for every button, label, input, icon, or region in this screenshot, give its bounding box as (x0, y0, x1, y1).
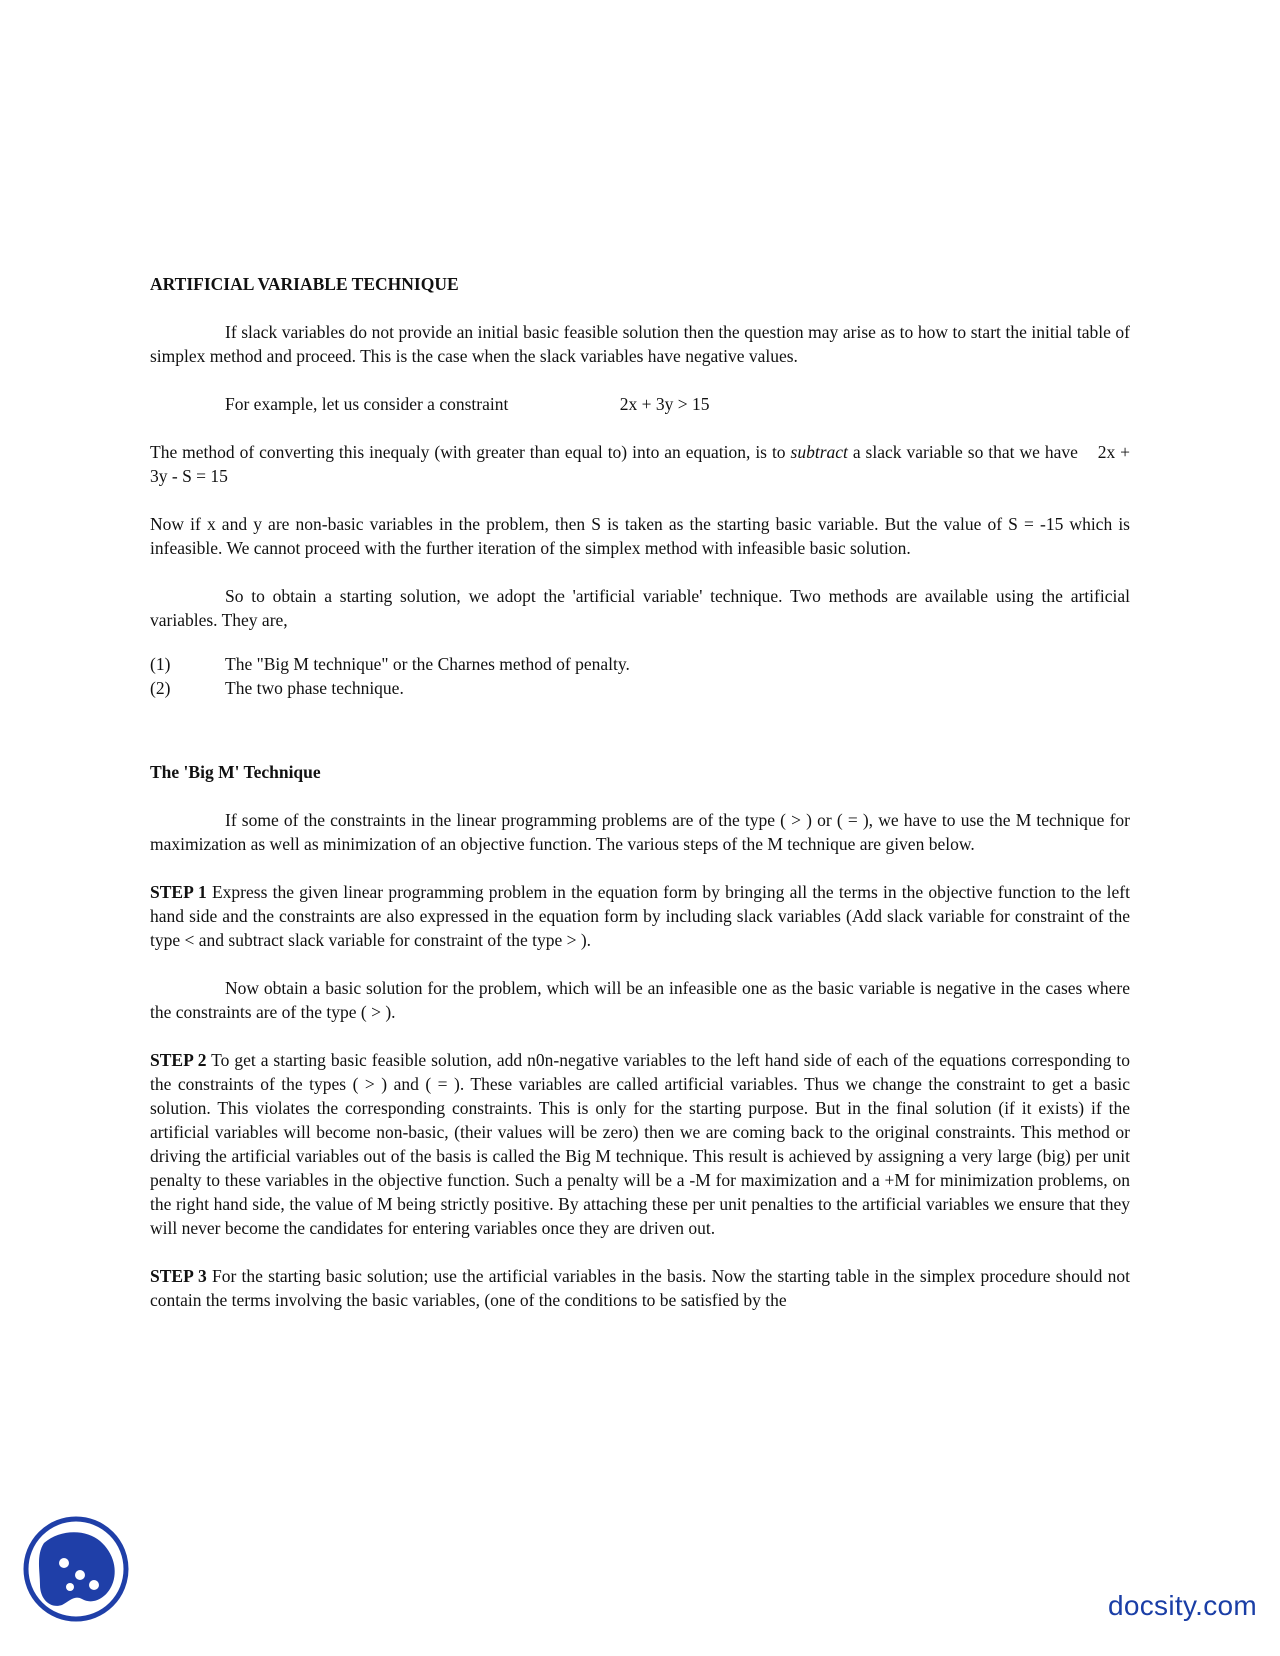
list-item-number: (2) (150, 678, 171, 698)
list-item-text: The two phase technique. (225, 678, 404, 698)
docsity-logo-icon (22, 1515, 130, 1623)
conversion-text-a: The method of converting this inequaly (with greater than equal to) into an equation, is to (150, 442, 786, 462)
artificial-paragraph: So to obtain a starting solution, we adopt the 'artificial variable' technique. Two methods are available using the artificial variables. They are, (150, 586, 1130, 630)
step3-paragraph (150, 1264, 1130, 1312)
list-item-number: (1) (150, 654, 171, 674)
conversion-emphasis: subtract (790, 442, 848, 462)
document-body (150, 272, 1130, 1336)
infeasible-paragraph: Now if x and y are non-basic variables in the problem, then S is taken as the starting basic variable. But the value of S = -15 which is infeasible. We cannot proceed with the further iteration of the simplex method with infeasible basic solution. (150, 514, 1130, 558)
step3-text: For the starting basic solution; use the artificial variables in the basis. Now the starting table in the simplex procedure should not contain the terms involving the basic variables, (one of the conditions to be satisfied by the (150, 1266, 1130, 1310)
intro-paragraph: If slack variables do not provide an initial basic feasible solution then the question may arise as to how to start the initial table of simplex method and proceed. This is the case when the slack variables have negative values. (150, 322, 1130, 366)
step1-followup-paragraph: Now obtain a basic solution for the problem, which will be an infeasible one as the basic variable is negative in the cases where the constraints are of the type ( > ). (150, 978, 1130, 1022)
step2-text: To get a starting basic feasible solution, add n0n-negative variables to the left hand side of each of the equations corresponding to the constraints of the types ( > ) and ( = ). These variables are called artificial variables. Thus we change the constraint to get a basic solution. This violates the corresponding constraints. This is only for the starting purpose. But in the final solution (if it exists) if the artificial variables will become non-basic, (their values will be zero) then we are coming back to the original constraints. This method or driving the artificial variables out of the basis is called the Big M technique. This result is achieved by assigning a very large (big) per unit penalty to these variables in the objective function. Such a penalty will be a -M for maximization and a +M for minimization problems, on the right hand side, the value of M being strictly positive. By attaching these per unit penalties to the artificial variables we ensure that they will never become the candidates for entering variables once they are driven out. (150, 1050, 1130, 1238)
step2-label: STEP 2 (150, 1050, 207, 1070)
step3-label: STEP 3 (150, 1266, 207, 1286)
page-title: ARTIFICIAL VARIABLE TECHNIQUE (150, 274, 459, 294)
step2-paragraph (150, 1048, 1130, 1240)
example-text: For example, let us consider a constraint (225, 394, 509, 414)
conversion-paragraph (150, 440, 1130, 488)
list-item (150, 676, 1130, 700)
methods-list (150, 652, 1130, 700)
list-item (150, 652, 1130, 676)
example-formula: 2x + 3y > 15 (619, 394, 710, 414)
brand-wordmark[interactable]: docsity.com (1108, 1590, 1258, 1621)
section-heading: The 'Big M' Technique (150, 762, 321, 782)
list-item-text: The "Big M technique" or the Charnes method of penalty. (225, 654, 630, 674)
step1-label: STEP 1 (150, 882, 207, 902)
step1-text: Express the given linear programming problem in the equation form by bringing all the terms in the objective function to the left hand side and the constraints are also expressed in the equation form by including slack variables (Add slack variable for constraint of the type < and subtract slack variable for constraint of the type > ). (150, 882, 1130, 950)
conversion-formula: 2x + 3y - S = 15 (150, 442, 1131, 486)
step1-paragraph (150, 880, 1130, 952)
bigm-intro-paragraph: If some of the constraints in the linear programming problems are of the type ( > ) or ( = ), we have to use the M technique for maximization as well as minimization of an objective function. The various steps of the M technique are given below. (150, 810, 1130, 854)
conversion-text-b: a slack variable so that we have (852, 442, 1078, 462)
example-paragraph (150, 392, 1130, 416)
